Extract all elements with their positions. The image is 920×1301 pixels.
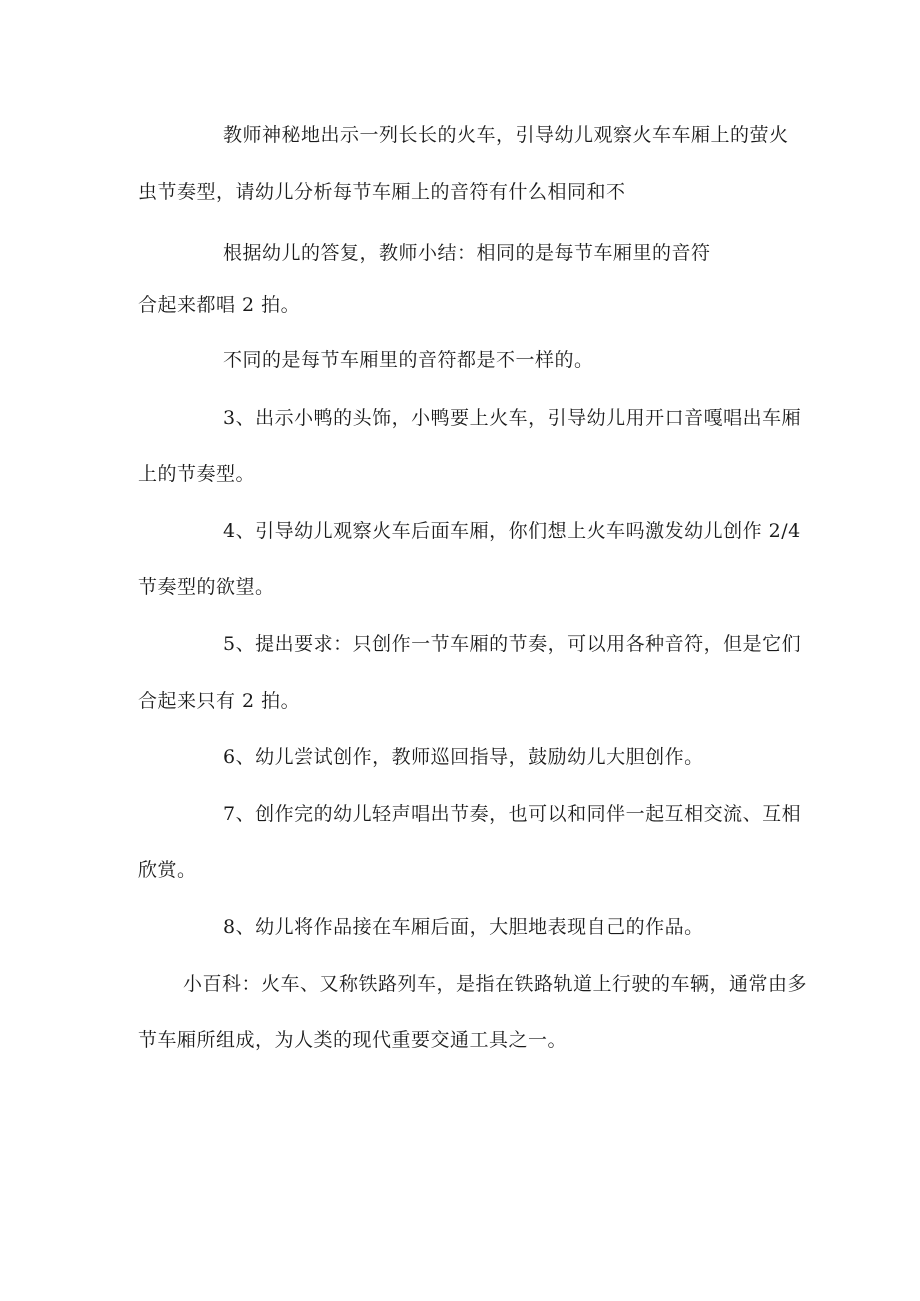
text-line: 上的节奏型。 [138, 463, 256, 485]
text-line: 欣赏。 [138, 859, 197, 881]
text-line: 教师神秘地出示一列长长的火车，引导幼儿观察火车车厢上的萤火 [223, 124, 789, 146]
text-line: 不同的是每节车厢里的音符都是不一样的。 [223, 349, 594, 371]
list-item-6: 6、幼儿尝试创作，教师巡回指导，鼓励幼儿大胆创作。 [223, 746, 704, 768]
text-line: 合起来只有 2 拍。 [138, 690, 301, 712]
text-line: 根据幼儿的答复，教师小结：相同的是每节车厢里的音符 [223, 242, 711, 264]
encyclopedia-note: 小百科：火车、又称铁路列车，是指在铁路轨道上行驶的车辆，通常由多 [183, 973, 808, 995]
text-line: 虫节奏型，请幼儿分析每节车厢上的音符有什么相同和不 [138, 181, 626, 203]
list-item-4: 4、引导幼儿观察火车后面车厢，你们想上火车吗激发幼儿创作 2/4 [223, 520, 801, 542]
list-item-3: 3、出示小鸭的头饰，小鸭要上火车，引导幼儿用开口音嘎唱出车厢 [223, 407, 802, 429]
text-line: 节奏型的欲望。 [138, 576, 275, 598]
list-item-5: 5、提出要求：只创作一节车厢的节奏，可以用各种音符，但是它们 [223, 633, 802, 655]
text-line: 合起来都唱 2 拍。 [138, 294, 301, 316]
list-item-7: 7、创作完的幼儿轻声唱出节奏，也可以和同伴一起互相交流、互相 [223, 803, 802, 825]
list-item-8: 8、幼儿将作品接在车厢后面，大胆地表现自己的作品。 [223, 916, 704, 938]
text-line: 节车厢所组成，为人类的现代重要交通工具之一。 [138, 1029, 568, 1051]
